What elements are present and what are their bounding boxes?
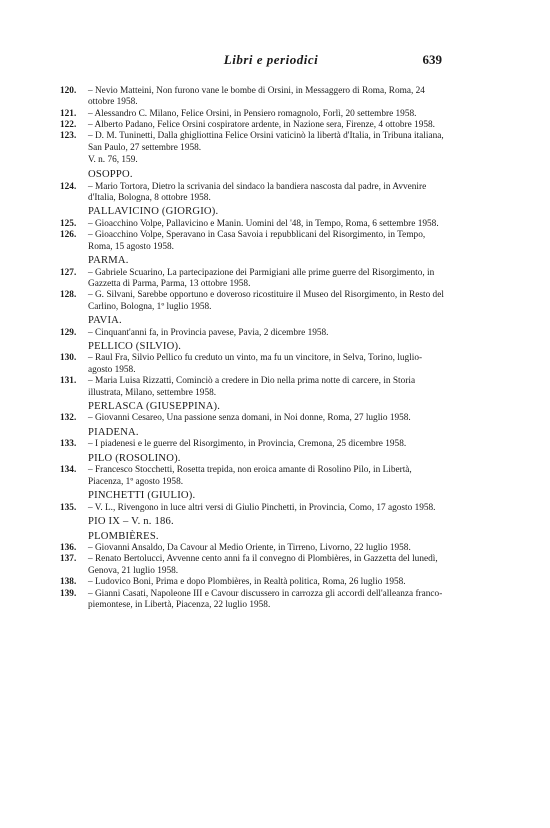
entry-text: – Gioacchino Volpe, Speravano in Casa Savoia i repubblicani del Risorgimento, in Tempo, Roma, 15 agosto 1958. xyxy=(88,230,426,252)
section-heading: PINCHETTI (GIULIO). xyxy=(88,490,196,501)
entry-text: – Gabriele Scuarino, La partecipazione dei Parmigiani alle prime guerre del Risorgimento, in Gazzetta di Parma, Parma, 13 ottobre 1958. xyxy=(88,267,435,289)
section-heading: PIADENA. xyxy=(88,426,139,438)
entry-number: 129. xyxy=(60,327,77,338)
entry-number: 122. xyxy=(60,120,77,131)
entry-text: – Giovanni Ansaldo, Da Cavour al Medio Oriente, in Tirreno, Livorno, 22 luglio 1958. xyxy=(88,543,411,554)
section-heading: PALLAVICINO (GIORGIO). xyxy=(88,206,219,218)
entry-number: 123. xyxy=(60,131,77,142)
section-heading: PLOMBIÈRES. xyxy=(88,530,159,542)
entry-number: 124. xyxy=(60,181,77,192)
entry-text: – Raul Fra, Silvio Pellico fu creduto un vinto, ma fu un vincitore, in Selva, Torino, luglio-agosto 1958. xyxy=(88,353,423,375)
bibliography-list xyxy=(60,86,446,611)
entry-number: 134. xyxy=(60,465,77,476)
bibliography-entry xyxy=(60,182,446,205)
entry-number: 138. xyxy=(60,577,77,588)
entry-number: 135. xyxy=(60,502,77,513)
entry-text: – Gioacchino Volpe, Pallavicino e Manin. Uomini del '48, in Tempo, Roma, 6 settembre 1958. xyxy=(88,218,439,229)
section-heading: PELLICO (SILVIO). xyxy=(88,340,182,352)
entry-text: – Maria Luisa Rizzatti, Cominciò a credere in Dio nella prima notte di carcere, in Storia illustrata, Milano, settembre 1958. xyxy=(88,376,416,398)
entry-text: – Mario Tortora, Dietro la scrivania del sindaco la bandiera nascosta dal padre, in Avvenire d'Italia, Bologna, 8 ottobre 1958. xyxy=(88,181,427,203)
bibliography-entry xyxy=(60,413,446,424)
entry-number: 132. xyxy=(60,413,77,424)
bibliography-entry xyxy=(60,554,446,577)
bibliography-entry xyxy=(60,577,446,588)
section-heading: PIO IX – V. n. 186. xyxy=(88,515,174,527)
entry-text: – D. M. Tuninetti, Dalla ghigliottina Felice Orsini vaticinò la libertà d'Italia, in Tribuna italiana, San Paulo, 27 settembre 1958. xyxy=(88,131,444,153)
bibliography-entry xyxy=(60,503,446,514)
section-heading: PERLASCA (GIUSEPPINA). xyxy=(88,400,221,412)
section-heading: OSOPPO. xyxy=(88,169,133,181)
section-heading: PARMA. xyxy=(88,254,129,266)
bibliography-entry xyxy=(60,465,446,488)
section-heading: PILO (ROSOLINO). xyxy=(88,452,181,464)
entry-number: 137. xyxy=(60,554,77,565)
bibliography-entry xyxy=(60,120,446,131)
entry-number: 126. xyxy=(60,230,77,241)
entry-number: 130. xyxy=(60,353,77,364)
cross-reference: V. n. 76, 159. xyxy=(88,155,138,166)
entry-text: – Alberto Padano, Felice Orsini cospiratore ardente, in Nazione sera, Firenze, 4 ottobre 1958. xyxy=(88,120,435,131)
entry-text: – Cinquant'anni fa, in Provincia pavese, Pavia, 2 dicembre 1958. xyxy=(88,327,329,338)
entry-text: – Giovanni Cesareo, Una passione senza domani, in Noi donne, Roma, 27 luglio 1958. xyxy=(88,413,411,424)
page-number: 639 xyxy=(422,52,442,67)
entry-text: – I piadenesi e le guerre del Risorgimento, in Provincia, Cremona, 25 dicembre 1958. xyxy=(88,439,407,450)
entry-number: 131. xyxy=(60,376,77,387)
section-heading: PAVIA. xyxy=(88,314,122,326)
bibliography-entry xyxy=(60,290,446,313)
bibliography-entry xyxy=(60,589,446,612)
entry-number: 121. xyxy=(60,108,77,119)
bibliography-entry xyxy=(60,439,446,450)
entry-text: – Renato Bertolucci, Avvenne cento anni fa il convegno di Plombières, in Gazzetta del lunedì, Genova, 21 luglio 1958. xyxy=(88,554,438,576)
bibliography-entry xyxy=(60,328,446,339)
entry-text: – V. L., Rivengono in luce altri versi di Giulio Pinchetti, in Provincia, Como, 17 agosto 1958. xyxy=(88,502,436,513)
entry-number: 136. xyxy=(60,543,77,554)
bibliography-entry xyxy=(60,131,446,154)
entry-text: – Nevio Matteini, Non furono vane le bombe di Orsini, in Messaggero di Roma, Roma, 24 ottobre 1958. xyxy=(88,86,425,108)
entry-number: 128. xyxy=(60,290,77,301)
entry-number: 120. xyxy=(60,86,77,96)
entry-text: – Francesco Stocchetti, Rosetta trepida, non eroica amante di Rosolino Pilo, in Libertà, Piacenza, 1º agosto 1958. xyxy=(88,465,412,487)
entry-text: – Alessandro C. Milano, Felice Orsini, in Pensiero romagnolo, Forlì, 20 settembre 1958. xyxy=(88,108,417,119)
page-header xyxy=(100,52,442,68)
entry-text: – G. Silvani, Sarebbe opportuno e doveroso ricostituire il Museo del Risorgimento, in Resto del Carlino, Bologna, 1º luglio 1958. xyxy=(88,290,444,312)
bibliography-entry xyxy=(60,86,446,109)
bibliography-entry xyxy=(60,219,446,230)
entry-number: 127. xyxy=(60,267,77,278)
bibliography-entry xyxy=(60,353,446,376)
entry-number: 139. xyxy=(60,588,77,599)
entry-number: 125. xyxy=(60,218,77,229)
running-title: Libri e periodici xyxy=(223,52,319,67)
bibliography-entry xyxy=(60,268,446,291)
entry-number: 133. xyxy=(60,439,77,450)
bibliography-entry xyxy=(60,543,446,554)
bibliography-entry xyxy=(60,230,446,253)
bibliography-entry xyxy=(60,109,446,120)
entry-text: – Ludovico Boni, Prima e dopo Plombières, in Realtà politica, Roma, 26 luglio 1958. xyxy=(88,577,406,588)
entry-text: – Gianni Casati, Napoleone III e Cavour discussero in carrozza gli accordi dell'alleanza franco-piemontese, in Libertà, Piacenza, 22 luglio 1958. xyxy=(88,588,443,610)
bibliography-entry xyxy=(60,376,446,399)
